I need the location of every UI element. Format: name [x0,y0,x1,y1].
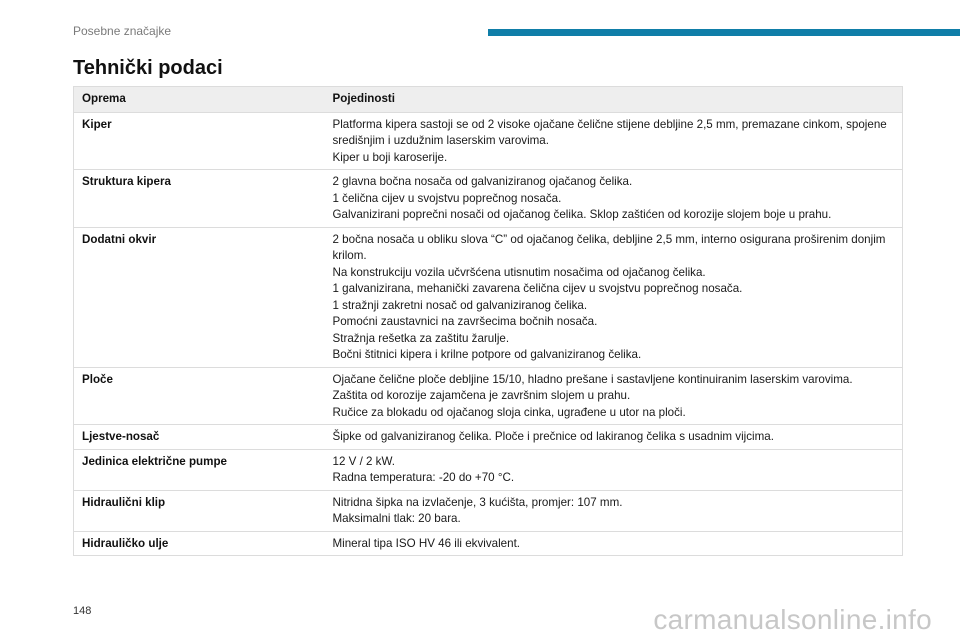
equipment-cell: Dodatni okvir [74,227,325,367]
details-line: 1 stražnji zakretni nosač od galvaniziranog čelika. [332,298,588,312]
equipment-cell: Kiper [74,112,325,170]
details-line: Na konstrukciju vozila učvršćena utisnutim nosačima od ojačanog čelika. [332,265,706,279]
details-line: Stražnja rešetka za zaštitu žarulje. [332,331,510,345]
column-header-equipment: Oprema [74,87,325,113]
details-cell [325,112,903,170]
details-line: Galvanizirani poprečni nosači od ojačanog čelika. Sklop zaštićen od korozije slojem boje u prahu. [332,208,832,221]
details-cell [325,227,903,367]
details-line: Kiper u boji karoserije. [332,150,448,164]
details-cell [325,531,903,556]
table-row [74,367,903,425]
details-line: Pomoćni zaustavnici na završecima bočnih nosača. [332,315,598,328]
table-row [74,227,903,367]
table-body [74,112,903,556]
equipment-cell: Hidraulični klip [74,490,325,531]
details-line: 2 glavna bočna nosača od galvaniziranog ojačanog čelika. [332,175,633,188]
details-line: Bočni štitnici kipera i krilne potpore od galvaniziranog čelika. [332,348,642,361]
details-cell [325,425,903,450]
page-title: Tehnički podaci [73,57,223,79]
details-line: Šipke od galvaniziranog čelika. Ploče i prečnice od lakiranog čelika s usadnim vijcima. [332,430,774,443]
table-row [74,112,903,170]
details-line: Platforma kipera sastoji se od 2 visoke ojačane čelične stijene debljine 2,5 mm, premazane cinkom, spojene središnjim i uzdužnim laserskim varovima. [332,117,887,147]
details-line: 1 čelična cijev u svojstvu poprečnog nosača. [332,191,562,205]
table-row [74,170,903,228]
details-line: Ojačane čelične ploče debljine 15/10, hladno prešane i sastavljene kontinuiranim laserskim varovima. [332,372,853,386]
table-row [74,531,903,556]
specifications-table [73,86,903,556]
table-row [74,490,903,531]
equipment-cell: Ljestve-nosač [74,425,325,450]
header-accent-bar [488,29,960,36]
table-row [74,425,903,450]
details-cell [325,170,903,228]
details-line: Radna temperatura: -20 do +70 °C. [332,471,515,484]
details-line: Mineral tipa ISO HV 46 ili ekvivalent. [332,536,521,550]
equipment-cell: Jedinica električne pumpe [74,449,325,490]
details-line: Nitridna šipka na izvlačenje, 3 kućišta, promjer: 107 mm. [332,495,623,509]
details-line: 2 bočna nosača u obliku slova “C” od ojačanog čelika, debljine 2,5 mm, interno osigurana proširenim donjim krilom. [332,232,886,262]
details-line: 1 galvanizirana, mehanički zavarena čelična cijev u svojstvu poprečnog nosača. [332,282,743,295]
column-header-details: Pojedinosti [325,87,903,113]
equipment-cell: Ploče [74,367,325,425]
page-number: 148 [73,605,92,617]
details-line: Ručice za blokadu od ojačanog sloja cinka, ugrađene u utor na ploči. [332,405,686,419]
table-header-row [74,87,903,113]
equipment-cell: Struktura kipera [74,170,325,228]
details-line: 12 V / 2 kW. [332,454,396,468]
details-cell [325,367,903,425]
equipment-cell: Hidrauličko ulje [74,531,325,556]
table-row [74,449,903,490]
details-cell [325,449,903,490]
details-line: Maksimalni tlak: 20 bara. [332,512,461,525]
details-cell [325,490,903,531]
details-line: Zaštita od korozije zajamčena je završnim slojem u prahu. [332,389,631,402]
section-label: Posebne značajke [73,24,172,38]
watermark: carmanualsonline.info [653,604,932,635]
